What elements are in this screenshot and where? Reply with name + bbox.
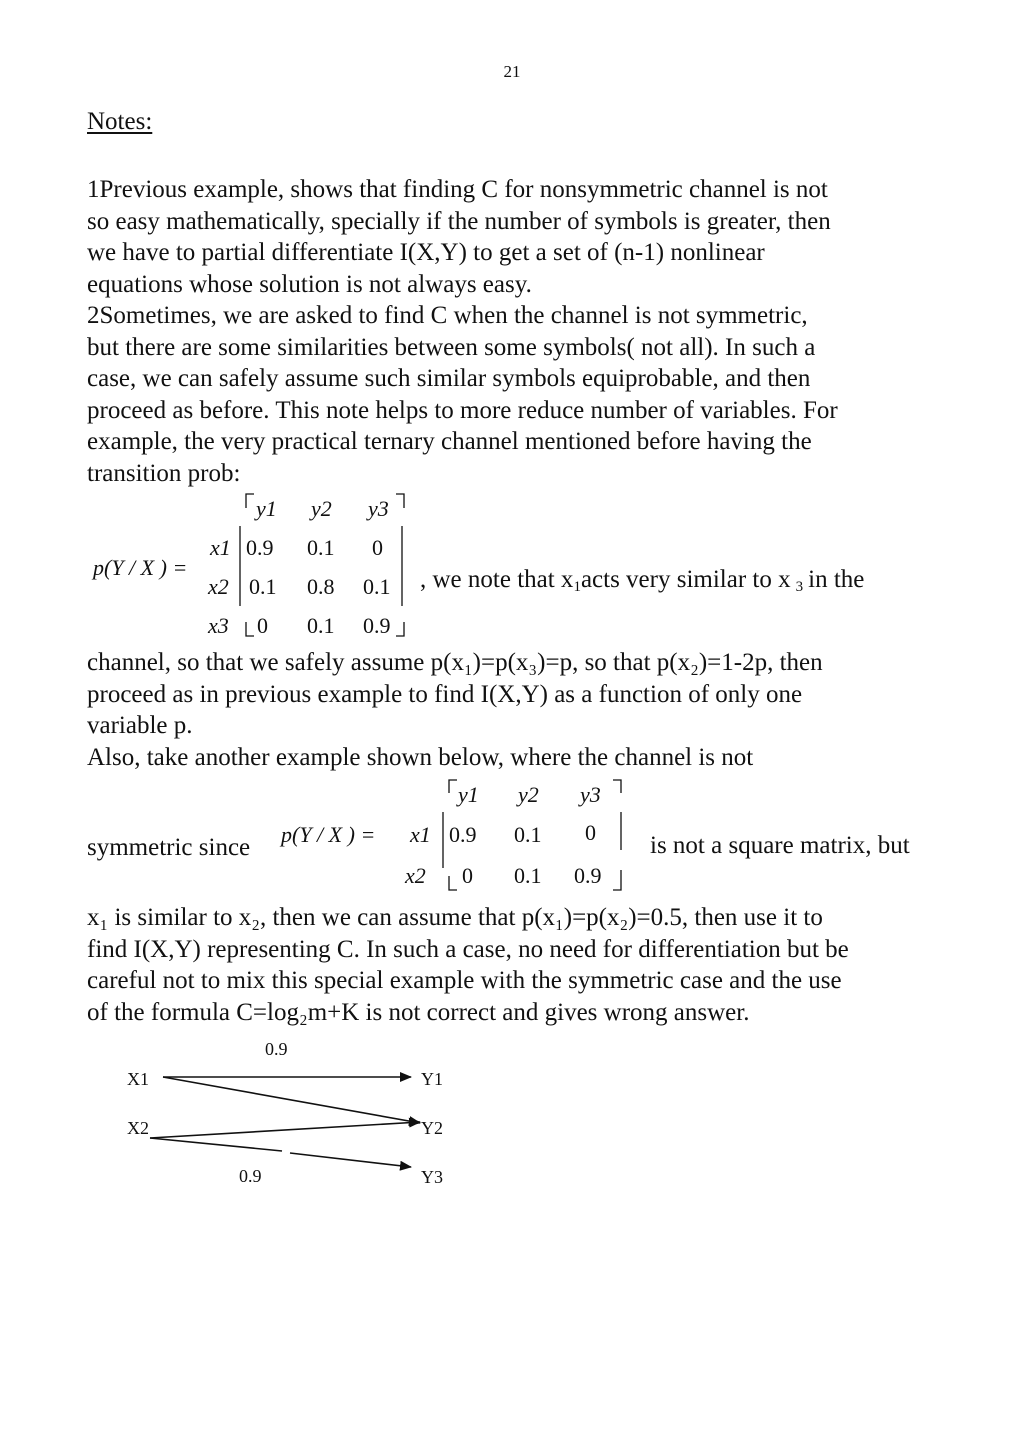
matrix1-left-bracket-bottom [246,622,254,636]
matrix-cell: 0 [257,613,268,638]
output-node-label: Y2 [421,1118,443,1138]
matrix-col-header: y2 [518,782,539,807]
text-line: of the formula C=log₂m+K is not correct and gives wrong answer. [87,998,750,1026]
matrix2-trail-text: is not a square matrix, but [650,832,910,859]
matrix-row-label: x2 [405,863,426,888]
probability-label: 0.9 [239,1166,262,1186]
edge-x2-y2 [150,1122,420,1138]
matrix-cell: 0.9 [246,535,274,560]
edge-x2-y3 [150,1138,282,1151]
matrix-cell: 0.1 [514,822,542,847]
matrix2-right-bracket [613,780,621,793]
text-line: variable p. [87,712,193,739]
matrix-col-header: y3 [368,496,389,521]
matrix-cell: 0.1 [514,863,542,888]
text-line: transition prob: [87,459,241,487]
matrix-cell: 0 [585,820,596,845]
matrix2-left-bracket [449,780,457,793]
remark-text: , we note that x [420,566,574,593]
matrix-row-label: x1 [410,822,431,847]
notes-heading: Notes: [87,108,153,135]
remark-text: acts very similar to x [580,566,791,593]
matrix1-right-bracket-bottom [396,622,404,636]
probability-label: 0.9 [265,1039,288,1059]
text-line: 1Previous example, shows that finding C for nonsymmetric channel is not [87,176,828,203]
remark-text: in the [808,566,865,593]
matrix-cell: 0.9 [449,822,477,847]
matrix-col-header: y1 [256,496,277,521]
page-number: 21 [503,62,521,81]
text-line: find I(X,Y) representing C. In such a case, no need for differentiation but be [87,935,849,963]
matrix-lhs: p(Y / X ) = [93,555,188,580]
text-line: x₁ is similar to x₂, then we can assume that p(x₁)=p(x₂)=0.5, then use it to [87,904,823,931]
text-line: we have to partial differentiate I(X,Y) to get a set of (n-1) nonlinear [87,239,765,266]
text-line: Also, take another example shown below, where the channel is not [87,743,754,771]
matrix-cell: 0.1 [363,574,391,599]
matrix-cell: 0.9 [574,863,602,888]
input-node-label: X2 [127,1118,149,1138]
matrix-row-label: x1 [210,535,231,560]
matrix1-left-bracket [246,494,254,508]
matrix-row-label: x2 [208,574,229,599]
text-line: proceed as before. This note helps to more reduce number of variables. For [87,396,838,424]
text-line: so easy mathematically, specially if the number of symbols is greater, then [87,207,831,235]
matrix-lhs: p(Y / X ) = [281,822,376,847]
matrix-cell: 0.8 [307,574,335,599]
text-line: case, we can safely assume such similar symbols equiprobable, and then [87,365,811,392]
text-line: careful not to mix this special example with the symmetric case and the use [87,967,842,994]
matrix-row-label: x3 [208,613,229,638]
matrix-cell: 0 [372,535,383,560]
text-line: channel, so that we safely assume p(x₁)=p(x₃)=p, so that p(x₂)=1-2p, then [87,649,823,676]
text-line: 2Sometimes, we are asked to find C when the channel is not symmetric, [87,302,808,329]
matrix-col-header: y2 [311,496,332,521]
matrix2-lead-text: symmetric since [87,834,251,861]
matrix-cell: 0.1 [249,574,277,599]
matrix2-left-bracket-bottom [449,876,457,890]
input-node-label: X1 [127,1069,149,1089]
text-line: but there are some similarities between some symbols( not all). In such a [87,333,816,361]
matrix-cell: 0.9 [363,613,391,638]
edge-x2-y3-arrow [290,1153,411,1167]
matrix-col-header: y3 [580,782,601,807]
subscript: 3 [795,579,804,595]
matrix1-right-bracket [396,494,404,508]
matrix-cell: 0.1 [307,535,335,560]
output-node-label: Y3 [421,1167,443,1187]
text-line: proceed as in previous example to find I(X,Y) as a function of only one [87,680,803,708]
matrix-cell: 0.1 [307,613,335,638]
output-node-label: Y1 [421,1069,443,1089]
edge-x1-y2 [163,1077,420,1123]
subscript: 1 [573,579,581,595]
text-line: equations whose solution is not always easy. [87,270,532,298]
matrix-cell: 0 [462,863,473,888]
matrix-col-header: y1 [458,782,479,807]
matrix2-right-bracket-bottom [613,870,621,890]
text-line: example, the very practical ternary channel mentioned before having the [87,428,812,455]
